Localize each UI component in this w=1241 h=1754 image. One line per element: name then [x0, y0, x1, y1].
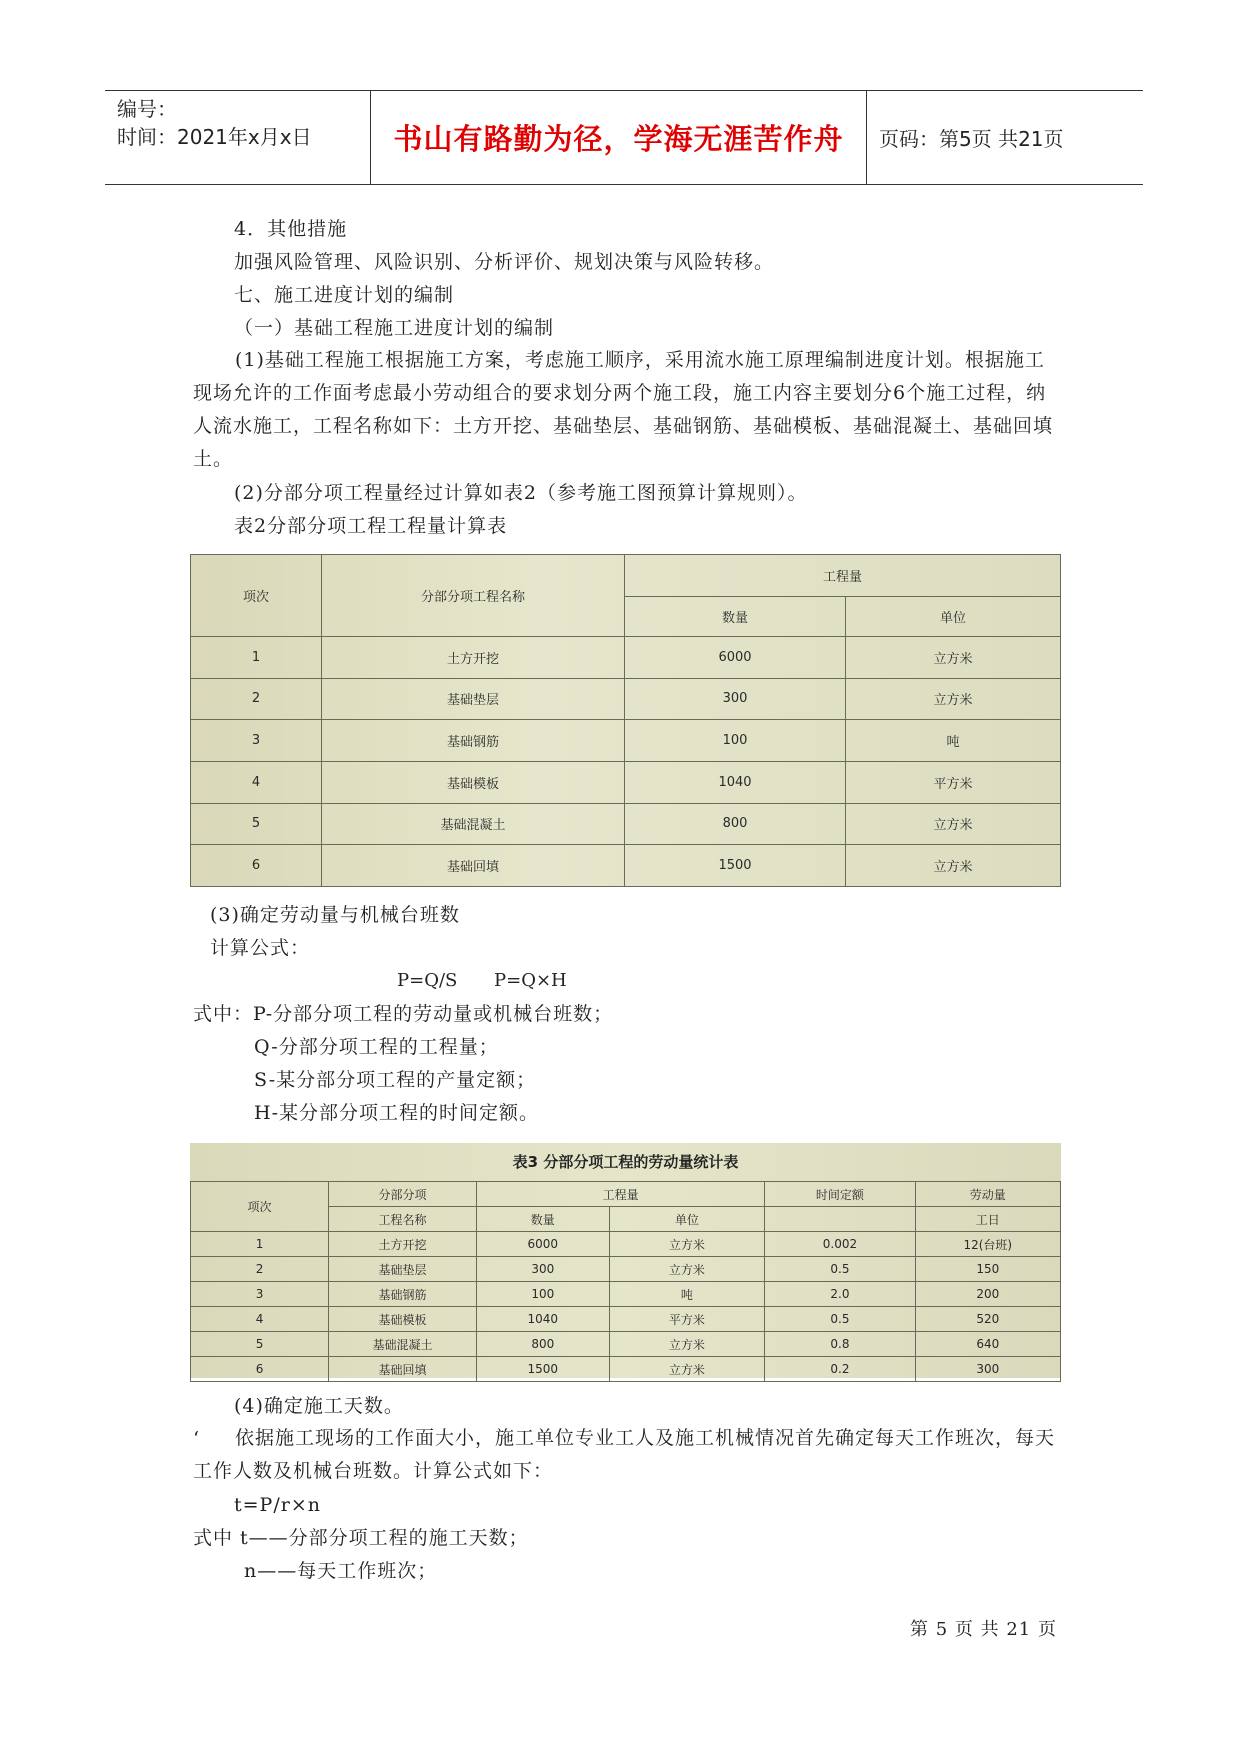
table3-cell-no: 4	[191, 1307, 329, 1332]
table2-cell-no: 3	[191, 720, 322, 762]
table3-cell-name: 基础模板	[329, 1307, 477, 1332]
table3-header-norm: 时间定额	[765, 1182, 915, 1207]
table3-title: 表3 分部分项工程的劳动量统计表	[512, 1153, 739, 1171]
table3-header-labor: 劳动量	[915, 1182, 1060, 1207]
table-row	[191, 1307, 1061, 1332]
table2-cell-name: 基础模板	[322, 761, 625, 803]
table3-cell-qty: 6000	[476, 1232, 609, 1257]
table3-cell-no: 1	[191, 1232, 329, 1257]
table3-cell-unit: 立方米	[609, 1357, 765, 1382]
table3-cell-name: 土方开挖	[329, 1232, 477, 1257]
table3-cell-norm: 2.0	[765, 1282, 915, 1307]
definition-q: Q-分部分项工程的工程量；	[254, 1036, 499, 1058]
table3-cell-qty: 1040	[476, 1307, 609, 1332]
table2-cell-unit: 立方米	[846, 803, 1061, 845]
header-motto-cell	[371, 91, 867, 184]
table2-cell-no: 5	[191, 803, 322, 845]
table2-cell-qty: 800	[625, 803, 846, 845]
table3-cell-name: 基础回填	[329, 1357, 477, 1382]
table3-cell-norm: 0.8	[765, 1332, 915, 1357]
definition-n: n——每天工作班次；	[244, 1560, 438, 1582]
table3-cell-labor: 200	[915, 1282, 1060, 1307]
doc-time-label: 时间：2021年x月x日	[117, 125, 312, 149]
table3-cell-unit: 平方米	[609, 1307, 765, 1332]
table3-header-qty: 数量	[476, 1207, 609, 1232]
table2-cell-qty: 1500	[625, 845, 846, 887]
table2-header-qty: 数量	[625, 597, 846, 637]
table3-header-qty-group: 工程量	[476, 1182, 764, 1207]
table3-header-name-b: 工程名称	[329, 1207, 477, 1232]
table2-cell-no: 2	[191, 678, 322, 720]
table2-cell-qty: 300	[625, 678, 846, 720]
paragraph-1: (1)基础工程施工根据施工方案，考虑施工顺序，采用流水施工原理编制进度计划。根据施工现场允许的工作面考虑最小劳动组合的要求划分两个施工段，施工内容主要划分6个施工过程，纳人流水施工，工程名称如下：土方开挖、基础垫层、基础钢筋、基础模板、基础混凝土、基础回填土。	[193, 349, 1054, 470]
table-row	[191, 1232, 1061, 1257]
table2-caption: 表2分部分项工程工程量计算表	[234, 515, 508, 537]
table-row	[191, 1282, 1061, 1307]
table2-cell-qty: 1040	[625, 761, 846, 803]
paragraph-4-heading: (4)确定施工天数。	[234, 1395, 404, 1417]
table3-cell-name: 基础钢筋	[329, 1282, 477, 1307]
table3-cell-labor: 150	[915, 1257, 1060, 1282]
table3-cell-labor: 12(台班)	[915, 1232, 1060, 1257]
table3-cell-no: 2	[191, 1257, 329, 1282]
table2-cell-qty: 6000	[625, 637, 846, 679]
paragraph-3: (3)确定劳动量与机械台班数	[210, 904, 460, 926]
formula-p-qs: P=Q/S	[397, 970, 458, 991]
table2-cell-unit: 平方米	[846, 761, 1061, 803]
table2-cell-no: 6	[191, 845, 322, 887]
subsection-1-heading: （一）基础工程施工进度计划的编制	[234, 317, 555, 339]
table3-cell-qty: 800	[476, 1332, 609, 1357]
header-motto: 书山有路勤为径，学海无涯苦作舟	[393, 122, 844, 156]
table3-cell-norm: 0.002	[765, 1232, 915, 1257]
table2-cell-name: 基础混凝土	[322, 803, 625, 845]
table2-cell-qty: 100	[625, 720, 846, 762]
formula-t: t=P/r×n	[234, 1494, 321, 1516]
table3-cell-unit: 立方米	[609, 1257, 765, 1282]
definition-p: 式中：P-分部分项工程的劳动量或机械台班数；	[193, 1003, 614, 1025]
table3-cell-labor: 300	[915, 1357, 1060, 1382]
page-header	[105, 90, 1143, 185]
section-7-heading: 七、施工进度计划的编制	[234, 284, 455, 306]
formula-label: 计算公式：	[210, 937, 311, 959]
table3-header-name-a: 分部分项	[329, 1182, 477, 1207]
section-other-measures: 4．其他措施	[234, 218, 348, 240]
table3-cell-labor: 640	[915, 1332, 1060, 1357]
table2-cell-unit: 立方米	[846, 678, 1061, 720]
table2-cell-unit: 吨	[846, 720, 1061, 762]
table2	[190, 554, 1061, 887]
table3-cell-unit: 立方米	[609, 1232, 765, 1257]
header-left-cell	[105, 91, 371, 184]
table3-header-unit: 单位	[609, 1207, 765, 1232]
table2-cell-unit: 立方米	[846, 845, 1061, 887]
table3-cell-qty: 1500	[476, 1357, 609, 1382]
table-row	[191, 761, 1061, 803]
table2-header-no: 项次	[191, 555, 322, 637]
table2-header-qty-group: 工程量	[625, 555, 1061, 597]
table2-cell-name: 基础钢筋	[322, 720, 625, 762]
table3	[190, 1181, 1061, 1382]
table3-cell-unit: 立方米	[609, 1332, 765, 1357]
table2-cell-unit: 立方米	[846, 637, 1061, 679]
table3-cell-unit: 吨	[609, 1282, 765, 1307]
formula-p-qh: P=Q×H	[494, 970, 567, 991]
table3-cell-norm: 0.5	[765, 1307, 915, 1332]
table3-cell-qty: 300	[476, 1257, 609, 1282]
table3-cell-name: 基础垫层	[329, 1257, 477, 1282]
definition-h: H-某分部分项工程的时间定额。	[254, 1102, 539, 1124]
table3-cell-qty: 100	[476, 1282, 609, 1307]
table-row	[191, 1357, 1061, 1382]
table3-cell-labor: 520	[915, 1307, 1060, 1332]
table2-scan	[190, 554, 1061, 887]
table3-cell-norm: 0.5	[765, 1257, 915, 1282]
table3-cell-name: 基础混凝土	[329, 1332, 477, 1357]
paragraph-4: 依据施工现场的工作面大小，施工单位专业工人及施工机械情况首先确定每天工作班次，每天工作人数及机械台班数。计算公式如下：	[193, 1427, 1056, 1482]
header-page-cell	[867, 91, 1143, 184]
table2-cell-no: 1	[191, 637, 322, 679]
table2-header-name: 分部分项工程名称	[322, 555, 625, 637]
paragraph-2: (2)分部分项工程量经过计算如表2（参考施工图预算计算规则）。	[234, 482, 808, 504]
table3-scan	[190, 1143, 1061, 1378]
table-row	[191, 720, 1061, 762]
definition-s: S-某分部分项工程的产量定额；	[254, 1069, 537, 1091]
table-row	[191, 803, 1061, 845]
table2-cell-no: 4	[191, 761, 322, 803]
table2-cell-name: 基础回填	[322, 845, 625, 887]
table2-cell-name: 基础垫层	[322, 678, 625, 720]
risk-management-line: 加强风险管理、风险识别、分析评价、规划决策与风险转移。	[234, 251, 775, 273]
header-page-info: 页码：第5页 共21页	[879, 127, 1064, 151]
definition-t: 式中 t——分部分项工程的施工天数；	[193, 1527, 529, 1549]
table3-header-no: 项次	[191, 1182, 329, 1232]
table3-cell-norm: 0.2	[765, 1357, 915, 1382]
table3-cell-no: 6	[191, 1357, 329, 1382]
table-row	[191, 1257, 1061, 1282]
table-row	[191, 637, 1061, 679]
table2-cell-name: 土方开挖	[322, 637, 625, 679]
table-row	[191, 678, 1061, 720]
table3-cell-no: 5	[191, 1332, 329, 1357]
table3-header-labor-unit: 工日	[915, 1207, 1060, 1232]
table-row	[191, 1332, 1061, 1357]
doc-number-label: 编号：	[117, 97, 177, 121]
page-footer: 第 5 页 共 21 页	[910, 1619, 1057, 1640]
paragraph-4-mark: ‘	[193, 1428, 201, 1450]
table3-cell-no: 3	[191, 1282, 329, 1307]
table3-header-norm-blank	[765, 1207, 915, 1232]
table-row	[191, 845, 1061, 887]
table2-header-unit: 单位	[846, 597, 1061, 637]
